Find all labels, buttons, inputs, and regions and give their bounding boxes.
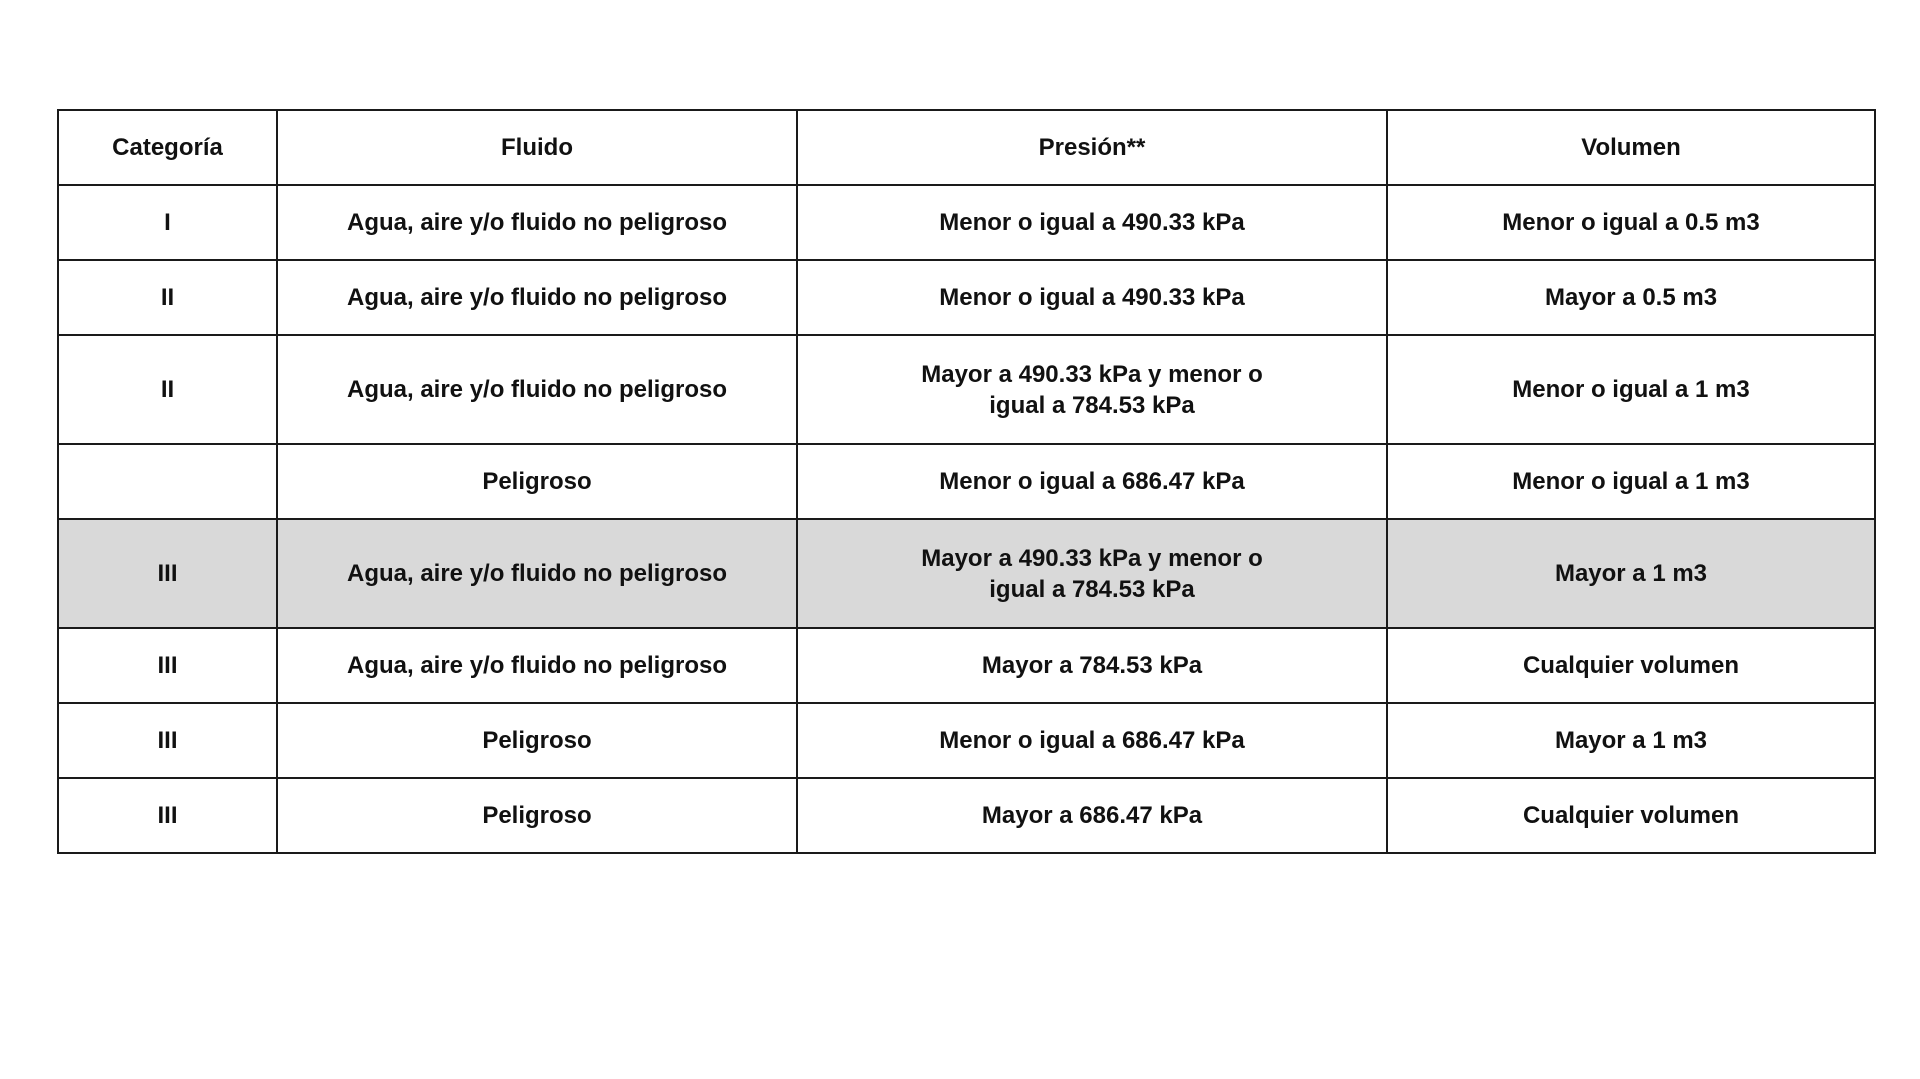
cell-fluido: Agua, aire y/o fluido no peligroso (277, 260, 797, 335)
cell-presion-line2: igual a 784.53 kPa (989, 391, 1195, 419)
table-row (58, 628, 1875, 703)
cell-volumen: Mayor a 0.5 m3 (1387, 260, 1875, 335)
table-header-row (58, 110, 1875, 185)
header-volumen: Volumen (1387, 110, 1875, 185)
cell-presion: Mayor a 784.53 kPa (797, 628, 1387, 703)
cell-categoria: II (58, 260, 277, 335)
cell-categoria (58, 444, 277, 519)
cell-fluido: Agua, aire y/o fluido no peligroso (277, 519, 797, 628)
table-row (58, 444, 1875, 519)
cell-presion-line2: igual a 784.53 kPa (989, 575, 1195, 603)
category-table-container (57, 109, 1874, 854)
cell-fluido: Agua, aire y/o fluido no peligroso (277, 185, 797, 260)
cell-volumen: Cualquier volumen (1387, 628, 1875, 703)
cell-fluido: Peligroso (277, 703, 797, 778)
cell-presion-line1: Mayor a 490.33 kPa y menor o (921, 544, 1263, 572)
cell-categoria: III (58, 778, 277, 853)
table-row (58, 778, 1875, 853)
cell-fluido: Peligroso (277, 778, 797, 853)
cell-volumen: Menor o igual a 1 m3 (1387, 444, 1875, 519)
table-row (58, 335, 1875, 444)
cell-fluido: Agua, aire y/o fluido no peligroso (277, 335, 797, 444)
cell-presion: Mayor a 686.47 kPa (797, 778, 1387, 853)
cell-fluido: Agua, aire y/o fluido no peligroso (277, 628, 797, 703)
cell-categoria: III (58, 703, 277, 778)
cell-categoria: III (58, 628, 277, 703)
table-row-highlighted (58, 519, 1875, 628)
table-row (58, 703, 1875, 778)
cell-fluido: Peligroso (277, 444, 797, 519)
cell-categoria: III (58, 519, 277, 628)
cell-presion: Menor o igual a 490.33 kPa (797, 260, 1387, 335)
header-fluido: Fluido (277, 110, 797, 185)
cell-volumen: Mayor a 1 m3 (1387, 519, 1875, 628)
cell-volumen: Cualquier volumen (1387, 778, 1875, 853)
cell-presion (797, 335, 1387, 444)
cell-presion: Menor o igual a 490.33 kPa (797, 185, 1387, 260)
cell-presion: Menor o igual a 686.47 kPa (797, 703, 1387, 778)
header-categoria: Categoría (58, 110, 277, 185)
cell-categoria: I (58, 185, 277, 260)
cell-presion (797, 519, 1387, 628)
cell-categoria: II (58, 335, 277, 444)
cell-volumen: Menor o igual a 0.5 m3 (1387, 185, 1875, 260)
cell-presion: Menor o igual a 686.47 kPa (797, 444, 1387, 519)
header-presion: Presión** (797, 110, 1387, 185)
cell-volumen: Mayor a 1 m3 (1387, 703, 1875, 778)
cell-volumen: Menor o igual a 1 m3 (1387, 335, 1875, 444)
category-table (57, 109, 1876, 854)
table-row (58, 260, 1875, 335)
table-row (58, 185, 1875, 260)
cell-presion-line1: Mayor a 490.33 kPa y menor o (921, 360, 1263, 388)
